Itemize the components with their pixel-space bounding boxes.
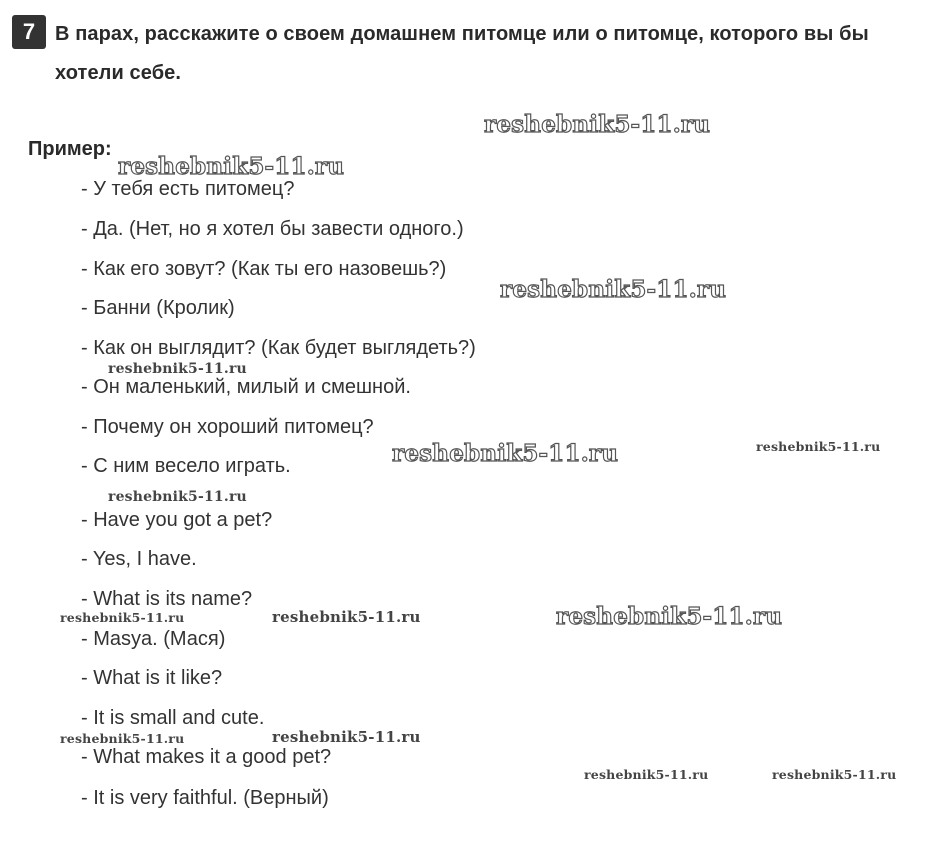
dialog-line-5: - Как он выглядит? (Как будет выглядеть?) — [81, 337, 476, 359]
dialog-line-10: - Yes, I have. — [81, 548, 197, 570]
task-number-badge: 7 — [12, 15, 46, 49]
watermark: reshebnik5-11.ru — [392, 440, 619, 467]
watermark: reshebnik5-11.ru — [108, 361, 247, 377]
dialog-line-6: - Он маленький, милый и смешной. — [81, 376, 411, 398]
watermark: reshebnik5-11.ru — [772, 767, 897, 782]
dialog-line-15: - What makes it a good pet? — [81, 746, 332, 768]
dialog-line-12: - Masya. (Мася) — [81, 628, 226, 650]
watermark: reshebnik5-11.ru — [556, 603, 783, 630]
watermark: reshebnik5-11.ru — [756, 439, 881, 454]
watermark: reshebnik5-11.ru — [118, 153, 345, 180]
dialog-line-3: - Как его зовут? (Как ты его назовешь?) — [81, 258, 447, 280]
dialog-line-16: - It is very faithful. (Верный) — [81, 787, 329, 809]
dialog-line-2: - Да. (Нет, но я хотел бы завести одного.) — [81, 218, 464, 240]
task-title: В парах, расскажите о своем домашнем питомце или о питомце, которого вы бы хотели себе. — [55, 23, 869, 84]
watermark: reshebnik5-11.ru — [108, 489, 247, 505]
watermark: reshebnik5-11.ru — [60, 731, 185, 746]
dialog-line-8: - С ним весело играть. — [81, 455, 291, 477]
watermark: reshebnik5-11.ru — [584, 767, 709, 782]
watermark: reshebnik5-11.ru — [272, 728, 421, 746]
dialog-line-7: - Почему он хороший питомец? — [81, 416, 374, 438]
watermark: reshebnik5-11.ru — [272, 608, 421, 626]
watermark: reshebnik5-11.ru — [484, 111, 711, 138]
watermark: reshebnik5-11.ru — [500, 276, 727, 303]
dialog-line-14: - It is small and cute. — [81, 707, 265, 729]
dialog-line-11: - What is its name? — [81, 588, 253, 610]
dialog-line-13: - What is it like? — [81, 667, 223, 689]
dialog-line-1: - У тебя есть питомец? — [81, 178, 295, 200]
dialog-line-9: - Have you got a pet? — [81, 509, 273, 531]
example-label: Пример: — [28, 138, 112, 160]
dialog-line-4: - Банни (Кролик) — [81, 297, 235, 319]
watermark: reshebnik5-11.ru — [60, 610, 185, 625]
